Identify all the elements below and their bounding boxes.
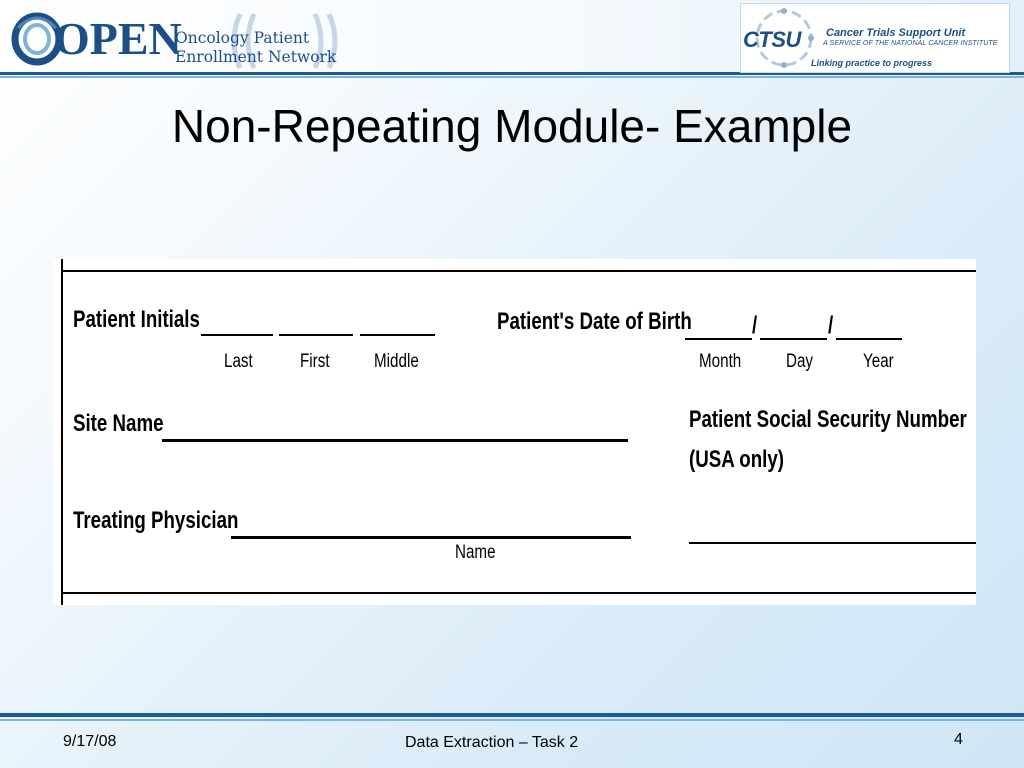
initials-first-sub: First — [300, 351, 330, 372]
ctsu-logo — [740, 3, 1010, 73]
ctsu-tagline: A SERVICE OF THE NATIONAL CANCER INSTITUTE — [823, 40, 998, 47]
footer-rule — [0, 713, 1024, 717]
dob-month-sub: Month — [699, 351, 742, 372]
physician-line — [231, 536, 631, 539]
site-name-label: Site Name — [73, 410, 164, 437]
dob-year-sub: Year — [863, 351, 894, 372]
initials-first-line — [279, 334, 353, 336]
dob-month-line — [685, 338, 752, 340]
site-name-line — [162, 439, 628, 442]
dob-separator-2: / — [828, 312, 834, 339]
form-example — [53, 259, 976, 605]
slide-number: 4 — [954, 731, 963, 748]
open-logo — [10, 10, 350, 68]
header-rule-accent — [0, 76, 1024, 78]
initials-last-line — [201, 334, 273, 336]
form-left-rule — [61, 259, 63, 605]
footer-rule-accent — [0, 719, 1024, 721]
initials-middle-sub: Middle — [374, 351, 419, 372]
ctsu-motto: Linking practice to progress — [811, 58, 933, 68]
dob-year-line — [836, 338, 902, 340]
slide-title: Non-Repeating Module- Example — [171, 100, 853, 152]
dob-day-sub: Day — [786, 351, 814, 372]
footer-date: 9/17/08 — [63, 733, 117, 750]
initials-middle-line — [360, 334, 435, 336]
physician-sub: Name — [455, 542, 496, 563]
physician-label: Treating Physician — [73, 507, 239, 534]
form-top-rule — [61, 270, 976, 272]
ssn-line — [689, 542, 976, 544]
open-subtitle-line1: Oncology Patient — [175, 29, 310, 47]
dob-label: Patient's Date of Birth — [497, 308, 692, 335]
ctsu-wordmark: CTSU — [743, 27, 801, 52]
open-subtitle — [175, 29, 336, 67]
form-bottom-rule — [61, 592, 976, 594]
initials-last-sub: Last — [224, 351, 253, 372]
ctsu-name: Cancer Trials Support Unit — [826, 27, 966, 39]
ssn-label-line2: (USA only) — [689, 446, 784, 473]
footer-center-text: Data Extraction – Task 2 — [405, 734, 579, 751]
dob-separator-1: / — [752, 312, 758, 339]
patient-initials-label: Patient Initials — [73, 306, 200, 333]
open-wordmark: OPEN — [54, 13, 182, 64]
ssn-label-line1: Patient Social Security Number — [689, 406, 967, 433]
open-subtitle-line2: Enrollment Network — [175, 48, 337, 66]
dob-day-line — [760, 338, 827, 340]
